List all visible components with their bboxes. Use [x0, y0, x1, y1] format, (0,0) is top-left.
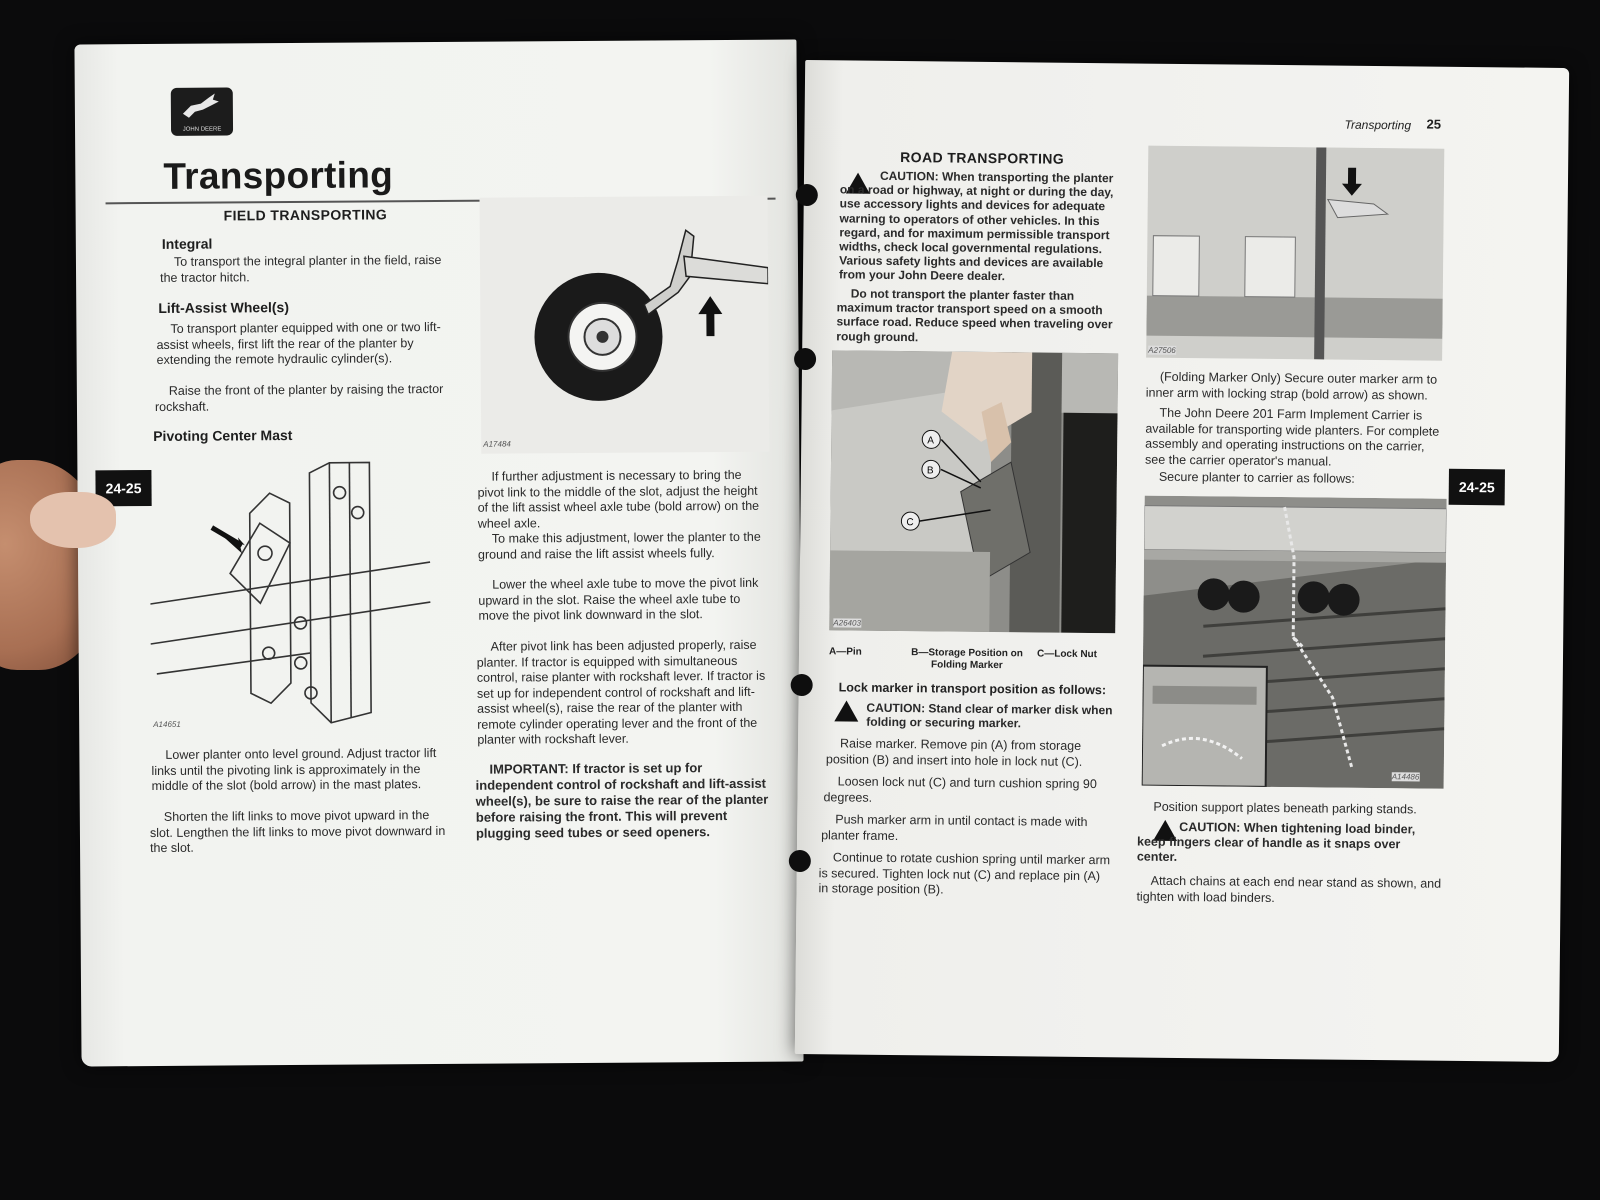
carrier-photo [1142, 496, 1447, 789]
col2-paragraph-4: After pivot link has been adjusted properly, raise planter. If tractor is equipped with simultaneous control, raise planter with rockshaft lever. If tractor is set up for independent control of rockshaft and lift-assist wheel(s), raise the rear of the planter with remote cylinder operating lever and the front of the planter with rockshaft lever. [476, 637, 766, 747]
logo-text: JOHN DEERE [182, 126, 222, 133]
lift-assist-text-1: To transport planter equipped with one or two lift-assist wheels, first lift the rear of the planter by extending the remote hydraulic cylinder(s). [156, 319, 441, 367]
position-text: Position support plates beneath parking stands. [1153, 799, 1417, 817]
deer-icon [179, 91, 225, 121]
right-page [795, 60, 1569, 1062]
running-header: Transporting [1344, 117, 1412, 133]
col2-paragraph-3: Lower the wheel axle tube to move the pivot link upward in the slot. Raise the wheel axle tube to move the pivot link downward in the slot. [478, 575, 759, 623]
binder-hole [794, 348, 816, 370]
mast-text-2: Shorten the lift links to move pivot upward in the slot. Lengthen the lift links to move pivot downward in the slot. [149, 808, 446, 856]
pivoting-mast-drawing [149, 452, 441, 734]
callout-a: A [927, 435, 934, 447]
pivoting-mast-heading: Pivoting Center Mast [153, 427, 293, 444]
left-page [74, 39, 803, 1066]
marker-step-2: Loosen lock nut (C) and turn cushion spring 90 degrees. [823, 774, 1097, 805]
thumb [30, 492, 116, 548]
lift-assist-heading: Lift-Assist Wheel(s) [158, 299, 290, 316]
marker-heading: Lock marker in transport position as follows: [838, 680, 1107, 698]
col2-paragraph-2: To make this adjustment, lower the planter to the ground and raise the lift assist wheels fully. [477, 529, 761, 562]
important-note: IMPORTANT: If tractor is set up for independent control of rockshaft and lift-assist wheel(s), be sure to raise the rear of the planter before raising the front. This will prevent plugging seed tubes or seed openers. [475, 760, 769, 841]
legend-c: C—Lock Nut [1036, 648, 1098, 661]
folding-marker-text: (Folding Marker Only) Secure outer marker arm to inner arm with locking strap (bold arrow) as shown. [1145, 369, 1438, 403]
wheel-figure [480, 196, 770, 454]
caution-marker: CAUTION: Stand clear of marker disk when folding or securing marker. [866, 700, 1113, 731]
figure-caption-wheel: A17484 [483, 439, 511, 449]
john-deere-logo [171, 87, 233, 135]
section-heading: ROAD TRANSPORTING [900, 149, 1065, 167]
page-title: Transporting [163, 154, 394, 197]
legend-b: B—Storage Position on Folding Marker [911, 647, 1023, 672]
binder-hole [789, 850, 811, 872]
tab-24-25[interactable]: 24-25 [95, 470, 151, 506]
speed-text: Do not transport the planter faster than maximum tractor transport speed on a smooth surface road. Reduce speed when traveling over rough ground. [836, 286, 1113, 344]
binder-hole [791, 674, 813, 696]
photo-caption-strap: A27506 [1148, 345, 1176, 355]
marker-photo [829, 350, 1118, 633]
callout-b: B [926, 465, 934, 477]
section-heading: FIELD TRANSPORTING [223, 206, 388, 224]
carrier-text: The John Deere 201 Farm Implement Carrier is available for transporting wide planters. For complete assembly and operating instructions on the carrier, see the carrier operator's manual. [1144, 405, 1440, 469]
binder-hole [796, 184, 818, 206]
attach-text: Attach chains at each end near stand as shown, and tighten with load binders. [1136, 873, 1442, 905]
marker-photo-drawing [829, 350, 1118, 633]
marker-step-3: Push marker arm in until contact is made with planter frame. [821, 812, 1088, 843]
marker-step-4: Continue to rotate cushion spring until marker arm is secured. Tighten lock nut (C) and replace pin (A) in storage position (B). [818, 850, 1111, 897]
secure-text: Secure planter to carrier as follows: [1158, 469, 1355, 486]
integral-heading: Integral [161, 235, 213, 252]
wheel-drawing [480, 196, 770, 454]
integral-text: To transport the integral planter in the field, raise the tractor hitch. [160, 252, 442, 285]
caution-road: CAUTION: When transporting the planter on a road or highway, at night or during the day, use accessory lights and devices for adequate warning to operators of other vehicles. In this regard, and for maximum permissible transport widths, check local governmental regulations. Various safety lights and devices are available from your John Deere dealer. [838, 168, 1114, 284]
callout-c: C [906, 517, 914, 529]
strap-photo-drawing [1146, 146, 1444, 361]
carrier-photo-drawing [1142, 496, 1447, 789]
lift-assist-text-2: Raise the front of the planter by raising the tractor rockshaft. [154, 381, 444, 414]
caution-load-binder: CAUTION: When tightening load binder, keep fingers clear of handle as it snaps over center. [1136, 819, 1416, 864]
col2-paragraph-1: If further adjustment is necessary to bring the pivot link to the middle of the slot, adjust the height of the lift assist wheel axle tube (bold arrow) on the wheel axle. [477, 467, 760, 531]
figure-caption-mast: A14651 [153, 719, 181, 729]
marker-step-1: Raise marker. Remove pin (A) from storage position (B) and insert into hole in lock nut (C). [825, 736, 1083, 769]
photo-caption-carrier: A14486 [1391, 772, 1420, 782]
warning-icon [834, 700, 858, 721]
page-number: 25 [1426, 116, 1442, 132]
legend-a: A—Pin [828, 646, 862, 658]
mast-text-1: Lower planter onto level ground. Adjust tractor lift links until the pivoting link is approximately in the middle of the slot (bold arrow) in the mast plates. [151, 746, 437, 794]
photo-caption-marker: A26403 [833, 618, 861, 628]
locking-strap-photo [1146, 146, 1444, 361]
tab-24-25[interactable]: 24-25 [1449, 469, 1505, 506]
